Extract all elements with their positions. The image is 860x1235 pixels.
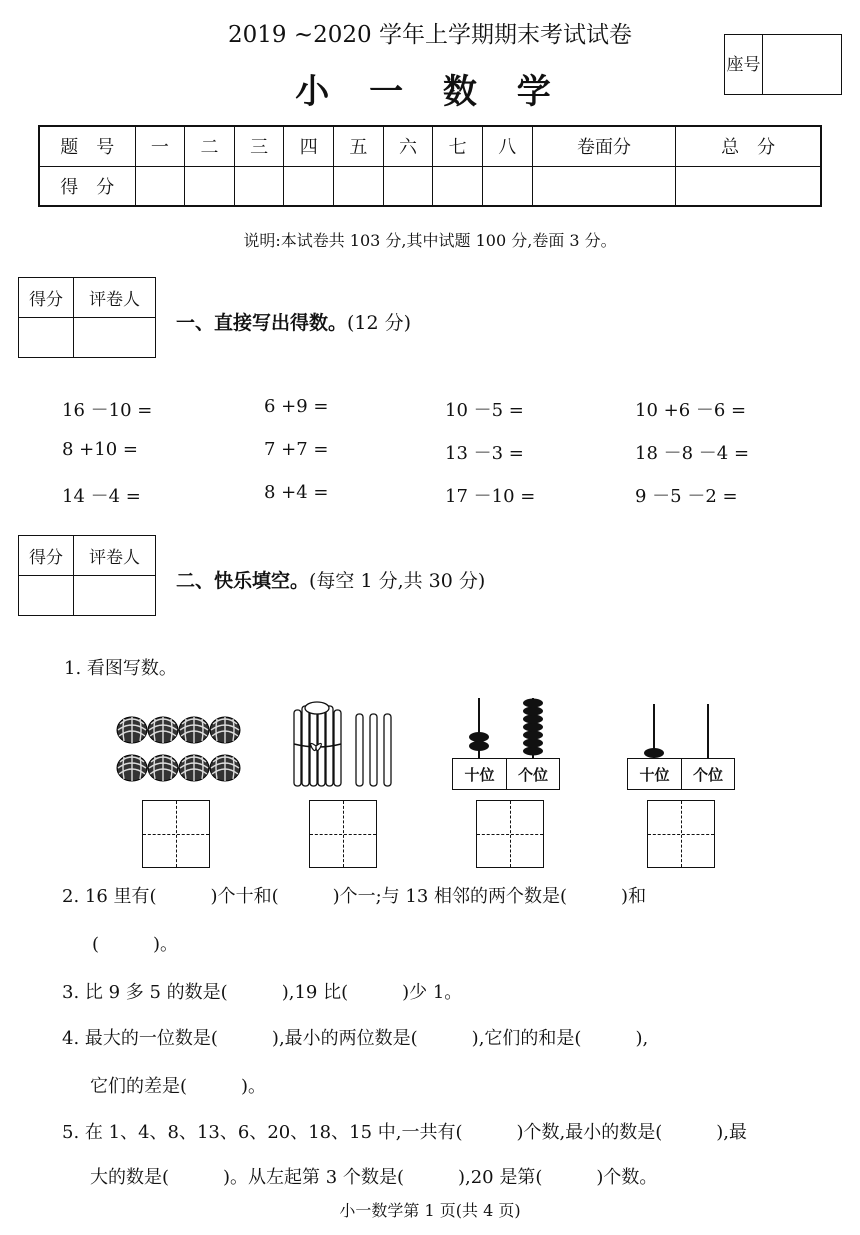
table-header-cell: 卷面分 <box>532 126 676 166</box>
seat-number-field[interactable] <box>763 35 841 94</box>
subject-title: 小 一 数 学 <box>295 72 565 112</box>
score-cell[interactable] <box>284 166 334 206</box>
tens-label: 十位 <box>639 765 670 784</box>
score-cell[interactable] <box>334 166 384 206</box>
grader-score-field[interactable] <box>19 318 74 358</box>
grader-score-label: 得分 <box>19 536 74 576</box>
grader-box-section2 <box>18 535 156 616</box>
score-cell[interactable] <box>135 166 185 206</box>
grader-name-label: 评卷人 <box>74 536 156 576</box>
score-cell[interactable] <box>185 166 235 206</box>
calc-item: 6 +9 = <box>264 396 329 417</box>
calc-item: 16 －10 = <box>62 400 153 421</box>
question-5-line1: 5. 在 1、4、8、13、6、20、18、15 中,一共有( )个数,最小的数是( ),最 <box>62 1122 748 1143</box>
answer-box[interactable] <box>309 800 377 868</box>
abacus-10-icon <box>627 700 735 758</box>
abacus-27-icon <box>452 694 560 758</box>
question-1: 1. 看图写数。 <box>64 658 177 679</box>
calc-item: 13 －3 = <box>445 443 524 464</box>
question-3: 3. 比 9 多 5 的数是( ),19 比( )少 1。 <box>62 982 463 1003</box>
score-cell[interactable] <box>383 166 433 206</box>
table-row-label: 得 分 <box>39 166 135 206</box>
section2-heading <box>176 566 485 593</box>
score-table-header-row <box>39 126 821 166</box>
calc-item: 9 －5 －2 = <box>635 486 738 507</box>
score-cell[interactable] <box>482 166 532 206</box>
ones-label: 个位 <box>506 759 559 789</box>
section1-points: (12 分) <box>347 312 412 334</box>
section2-title: 二、快乐填空。 <box>176 570 310 592</box>
page-footer: 小一数学第 1 页(共 4 页) <box>339 1201 521 1220</box>
section1-heading <box>176 308 411 335</box>
table-header-cell: 五 <box>334 126 384 166</box>
table-header-cell: 二 <box>185 126 235 166</box>
score-cell[interactable] <box>532 166 676 206</box>
watermelons-icon <box>114 712 248 786</box>
section1-title: 一、直接写出得数。 <box>176 312 348 334</box>
calc-item: 10 －5 = <box>445 400 524 421</box>
question-2-line1: 2. 16 里有( )个十和( )个一;与 13 相邻的两个数是( )和 <box>62 886 647 907</box>
calc-item: 8 +4 = <box>264 482 329 503</box>
abacus-place-label <box>452 758 560 790</box>
table-header-cell: 三 <box>234 126 284 166</box>
answer-box[interactable] <box>142 800 210 868</box>
grader-name-label: 评卷人 <box>74 278 156 318</box>
section2-points: (每空 1 分,共 30 分) <box>309 570 486 592</box>
answer-box[interactable] <box>647 800 715 868</box>
seat-number-box <box>724 34 842 95</box>
score-cell[interactable] <box>433 166 483 206</box>
table-header-cell: 七 <box>433 126 483 166</box>
seat-number-label: 座号 <box>725 35 763 94</box>
table-header-cell: 题 号 <box>39 126 135 166</box>
grader-name-field[interactable] <box>74 576 156 616</box>
answer-box[interactable] <box>476 800 544 868</box>
score-table-score-row <box>39 166 821 206</box>
question-4-line2: 它们的差是( )。 <box>90 1076 267 1097</box>
calc-item: 8 +10 = <box>62 439 138 460</box>
exam-title: 2019 ~2020 学年上学期期末考试试卷 <box>228 22 632 48</box>
question-2-line2: ( )。 <box>92 934 179 955</box>
table-header-cell: 四 <box>284 126 334 166</box>
question-4-line1: 4. 最大的一位数是( ),最小的两位数是( ),它们的和是( ), <box>62 1028 649 1049</box>
calc-item: 18 －8 －4 = <box>635 443 750 464</box>
tens-label: 十位 <box>464 765 495 784</box>
table-header-cell: 六 <box>383 126 433 166</box>
calc-item: 10 +6 －6 = <box>635 400 747 421</box>
score-table <box>38 125 822 207</box>
counting-sticks-icon <box>288 698 402 790</box>
abacus-place-label <box>627 758 735 790</box>
score-cell[interactable] <box>676 166 821 206</box>
question-5-line2: 大的数是( )。从左起第 3 个数是( ),20 是第( )个数。 <box>90 1167 658 1188</box>
grader-box-section1 <box>18 277 156 358</box>
table-header-cell: 总 分 <box>676 126 821 166</box>
score-cell[interactable] <box>234 166 284 206</box>
calc-item: 7 +7 = <box>264 439 329 460</box>
calc-item: 14 －4 = <box>62 486 141 507</box>
exam-note: 说明:本试卷共 103 分,其中试题 100 分,卷面 3 分。 <box>243 231 617 250</box>
calc-item: 17 －10 = <box>445 486 536 507</box>
table-header-cell: 一 <box>135 126 185 166</box>
grader-name-field[interactable] <box>74 318 156 358</box>
grader-score-field[interactable] <box>19 576 74 616</box>
grader-score-label: 得分 <box>19 278 74 318</box>
table-header-cell: 八 <box>482 126 532 166</box>
ones-label: 个位 <box>681 759 734 789</box>
